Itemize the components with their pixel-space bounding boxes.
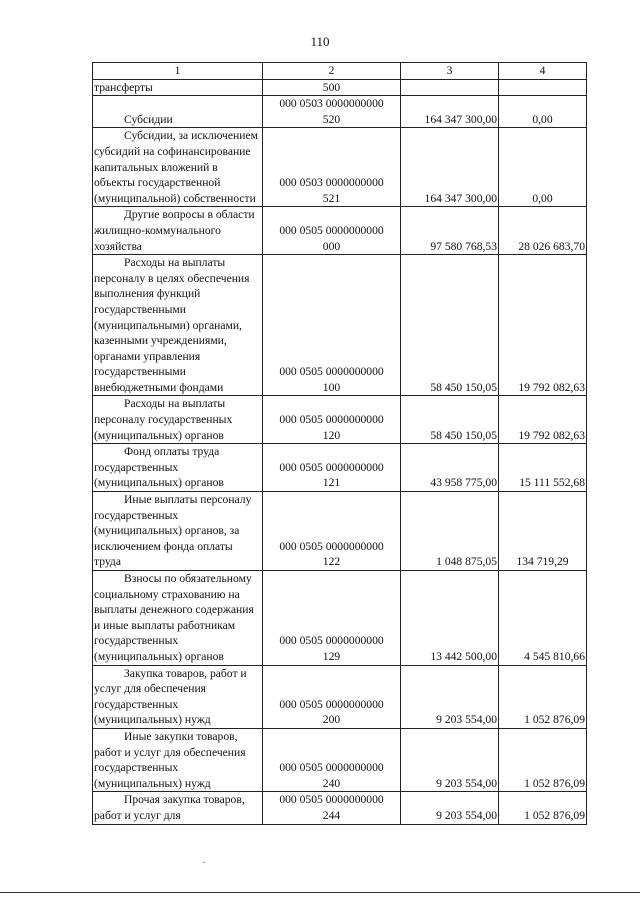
table-row [93,665,587,728]
row-value-col3: 1 048 875,05 [436,555,497,569]
row-value-col4: 134 719,29 [516,555,569,569]
row-value-col3: 9 203 554,00 [436,713,497,727]
column-header-4: 4 [499,63,587,80]
row-code: 000 0505 0000000000 100 [279,365,384,394]
row-value-col4: 19 792 082,63 [518,428,585,442]
column-header-1: 1 [93,63,263,80]
row-code: 000 0503 0000000000 521 [279,176,384,205]
scan-speck [203,862,205,863]
page-bottom-rule [0,892,640,893]
row-code: 000 0505 0000000000 000 [279,223,384,253]
column-header-3: 3 [401,63,499,80]
row-name: Субсидии, за исключением субсидий на софинансирование капитальных вложений в объекты государственной (муниципальной) собственности [94,129,258,205]
row-value-col4: 1 052 876,09 [524,808,585,822]
row-code: 500 [322,80,341,94]
page-number: 110 [310,34,330,49]
row-value-col3: 164 347 300,00 [424,191,497,205]
row-code: 000 0505 0000000000 121 [279,460,384,490]
table-row [93,79,587,96]
row-name: Иные закупки товаров, работ и услуг для обеспечения государственных (муниципальных) нужд [94,729,246,790]
table-body [93,79,587,824]
row-value-col3: 13 442 500,00 [430,649,497,663]
row-code: 000 0505 0000000000 244 [279,793,384,822]
row-name: Прочая закупка товаров, работ и услуг для [94,793,245,822]
table-row [93,255,587,396]
row-value-col4: 1 052 876,09 [524,776,585,790]
table-row [93,207,587,255]
row-value-col3: 9 203 554,00 [436,808,497,822]
table-row [93,396,587,444]
row-name: Иные выплаты персоналу государственных (муниципальных) органов, за исключением фонда оплаты труда [94,493,252,569]
table-row [93,128,587,207]
row-name: Другие вопросы в области жилищно-коммунального хозяйства [94,208,255,253]
row-name: Взносы по обязательному социальному страхованию на выплаты денежного содержания и иные выплаты работникам государственных (муниципальных) органов [94,572,254,663]
row-name: Закупка товаров, работ и услуг для обеспечения государственных (муниципальных) нужд [94,666,247,727]
row-name: Расходы на выплаты персоналу в целях обеспечения выполнения функций государственными (муниципальными) органами, казенными учреждениями, органами управления государственными внебюджетными фондами [94,256,250,394]
row-value-col4: 15 111 552,68 [519,476,585,490]
row-value-col4: 19 792 082,63 [518,380,585,394]
table-row [93,444,587,492]
row-code: 000 0505 0000000000 129 [279,634,384,663]
row-code: 000 0505 0000000000 122 [279,539,384,569]
row-value-col4: 28 026 683,70 [518,239,585,253]
budget-table [92,62,587,825]
row-value-col4: 0,00 [532,112,553,126]
row-name: Расходы на выплаты персоналу государственных (муниципальных) органов [94,397,233,442]
row-value-col3: 58 450 150,05 [430,428,497,442]
row-name: трансферты [94,80,153,94]
column-header-2: 2 [263,63,401,80]
table-row [93,96,587,128]
row-value-col4: 0,00 [532,191,553,205]
row-code: 000 0503 0000000000 520 [279,97,384,126]
row-name: Фонд оплаты труда государственных (муниципальных) органов [94,445,224,490]
table-header [93,63,587,80]
header-row [93,63,587,80]
row-value-col4: 1 052 876,09 [524,713,585,727]
row-value-col4: 4 545 810,66 [524,649,585,663]
row-code: 000 0505 0000000000 200 [279,697,384,727]
table-row [93,571,587,666]
row-value-col3: 97 580 768,53 [430,239,497,253]
row-value-col3: 9 203 554,00 [436,776,497,790]
table-row [93,792,587,824]
row-code: 000 0505 0000000000 240 [279,761,384,790]
table-row [93,728,587,791]
row-value-col3: 58 450 150,05 [430,380,497,394]
row-value-col3: 43 958 775,00 [430,476,497,490]
table-row [93,492,587,571]
row-code: 000 0505 0000000000 120 [279,413,384,442]
row-value-col3: 164 347 300,00 [424,112,497,126]
row-name: Субсидии [124,112,173,126]
